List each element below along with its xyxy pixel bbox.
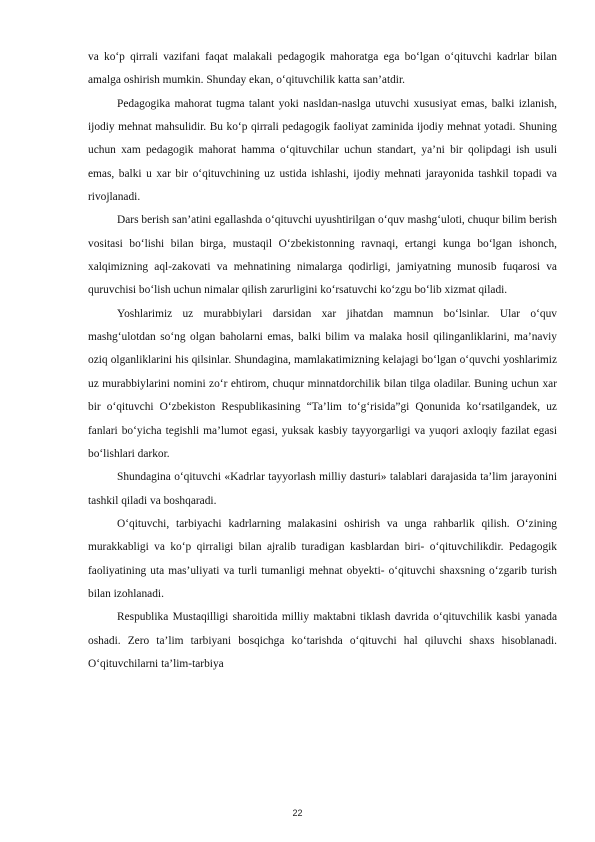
paragraph: Dars berish san’atini egallashda o‘qituvchi uyushtirilgan o‘quv mashg‘uloti, chuqur bilim berish vositasi bo‘lishi bilan birga, mustaqil O‘zbekistonning ravnaqi, ertangi kunga bo‘lgan ishonch, xalqimizning aql-zakovati va mehnatining nimalarga qodirligi, jamiyatning munosib fuqarosi va quruvchisi bo‘lish uchun nimalar qilish zarurligini ko‘rsatuvchi ko‘zgu bo‘lib xizmat qiladi. xyxy=(88,214,557,297)
paragraph: Shundagina o‘qituvchi «Kadrlar tayyorlash milliy dasturi» talablari darajasida ta’lim jarayonini tashkil qiladi va boshqaradi. xyxy=(88,471,557,507)
document-body xyxy=(88,46,557,676)
paragraph-continuation: va ko‘p qirrali vazifani faqat malakali pedagogik mahoratga ega bo‘lgan o‘qituvchi kadrlar bilan amalga oshirish mumkin. Shunday ekan, o‘qituvchilik katta san’atdir. xyxy=(88,51,557,87)
paragraph: Yoshlarimiz uz murabbiylari darsidan xar jihatdan mamnun bo‘lsinlar. Ular o‘quv mashg‘ulotdan so‘ng olgan baholarni emas, balki bilim va malaka hosil qilinganliklarini, ma’naviy oziq olganliklarini his qilsinlar. Shundagina, mamlakatimizning kelajagi bo‘lgan o‘quvchi yoshlarimiz uz murabbiylarini nomini zo‘r ehtirom, chuqur minnatdorchilik bilan tilga oladilar. Buning uchun xar bir o‘qituvchi O‘zbekiston Respublikasining “Ta’lim to‘g‘risida”gi Qonunida ko‘rsatilgandek, uz fanlari bo‘yicha tegishli ma’lumot egasi, yuksak kasbiy tayyorgarligi va yuqori axloqiy fazilat egasi bo‘lishlari darkor. xyxy=(88,307,557,460)
paragraph: Pedagogika mahorat tugma talant yoki nasldan-naslga utuvchi xususiyat emas, balki izlanish, ijodiy mehnat mahsulidir. Bu ko‘p qirrali pedagogik faoliyat zaminida ijodiy mehnat yotadi. Shuning uchun xam pedagogik mahorat hamma o‘qituvchilar uchun standart, ya’ni bir qolipdagi ish usuli emas, balki u xar bir o‘qituvchining uz ustida ishlashi, ijodiy mehnati jarayonida tashkil topadi va rivojlanadi. xyxy=(88,97,557,204)
paragraph: Respublika Mustaqilligi sharoitida milliy maktabni tiklash davrida o‘qituvchilik kasbi yanada oshadi. Zero ta’lim tarbiyani bosqichga ko‘tarishda o‘qituvchi hal qiluvchi shaxs hisoblanadi. O‘qituvchilarni ta’lim-tarbiya xyxy=(88,611,557,670)
page-number: 22 xyxy=(292,808,303,818)
paragraph: O‘qituvchi, tarbiyachi kadrlarning malakasini oshirish va unga rahbarlik qilish. O‘zining murakkabligi va ko‘p qirraligi bilan ajralib turadigan kasblardan biri- o‘qituvchilikdir. Pedagogik faoliyatining uta mas’uliyati va turli tumanligi mehnat obyekti- o‘qituvchi shaxsning o‘zgarib turish bilan izohlanadi. xyxy=(88,517,557,600)
